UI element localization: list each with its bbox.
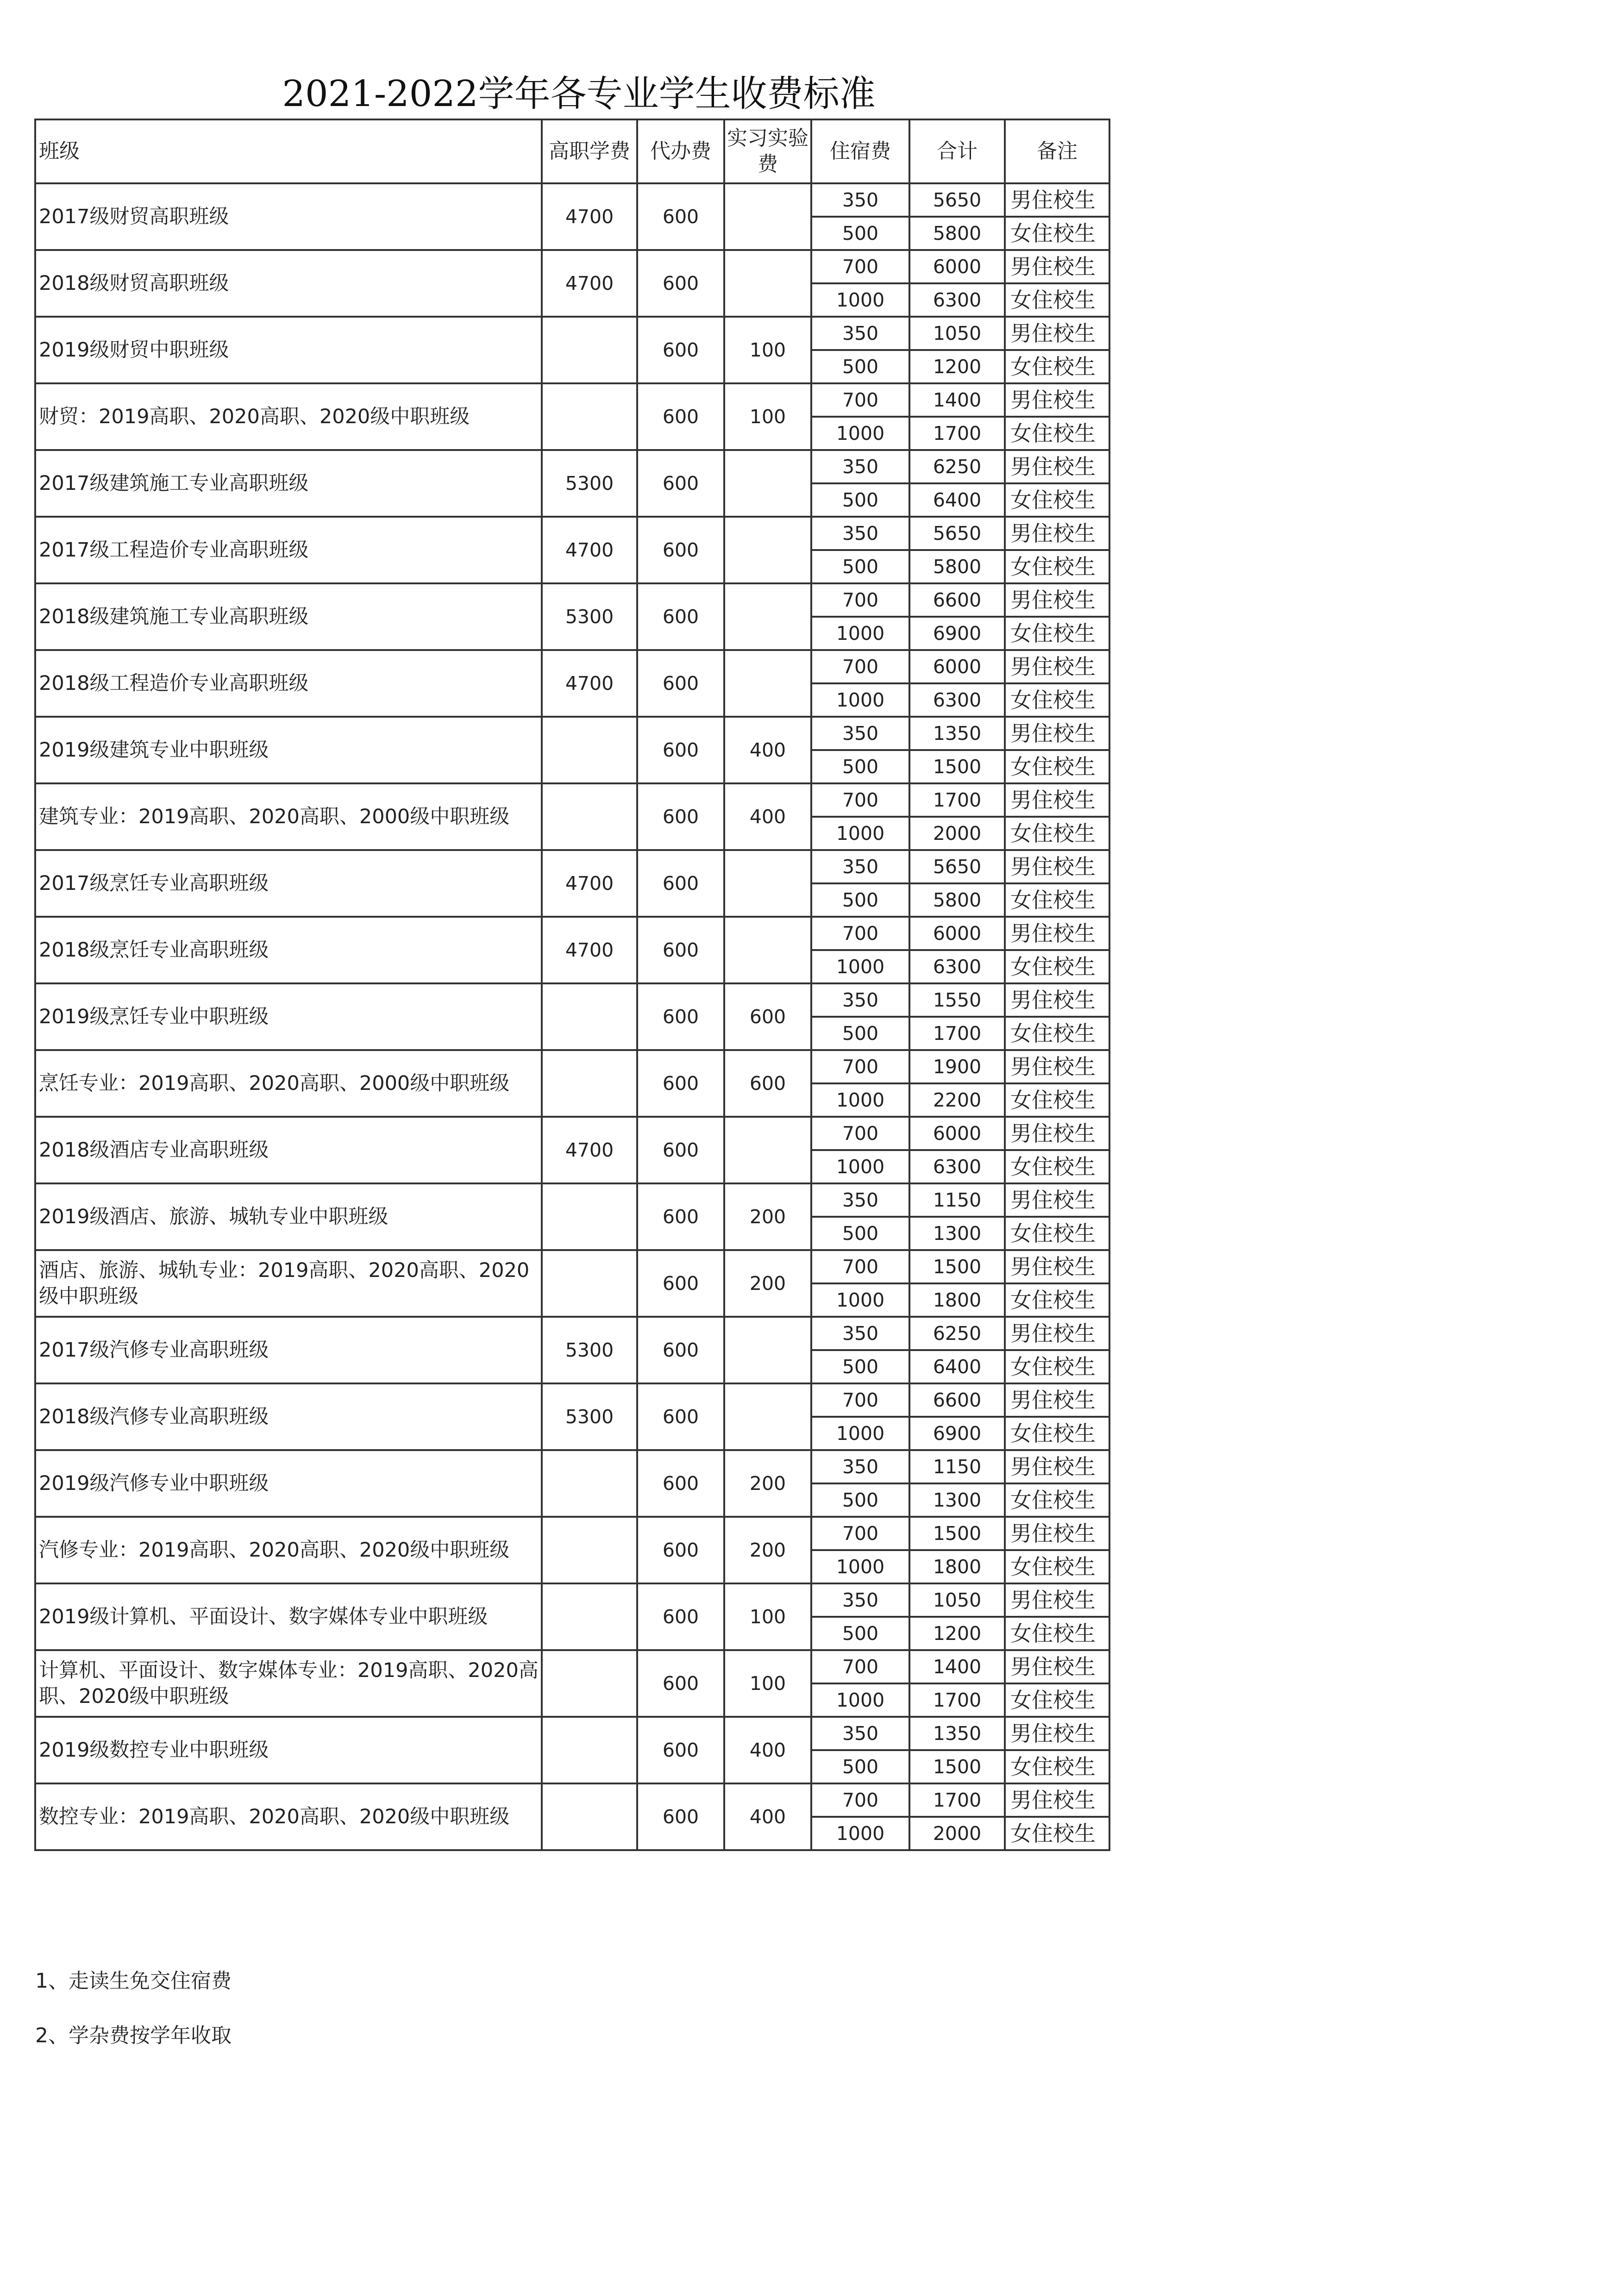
remark-cell: 女住校生: [1005, 883, 1109, 917]
dorm-fee-cell: 1000: [811, 950, 909, 983]
total-cell: 2000: [909, 1817, 1005, 1850]
class-name-cell: 2019级建筑专业中职班级: [35, 717, 542, 783]
remark-cell: 女住校生: [1005, 1017, 1109, 1050]
remark-cell: 男住校生: [1005, 650, 1109, 683]
class-name-cell: 2019级计算机、平面设计、数字媒体专业中职班级: [35, 1583, 542, 1650]
practice-fee-cell: 200: [724, 1250, 811, 1317]
total-cell: 5650: [909, 183, 1005, 217]
header-class: 班级: [35, 119, 542, 183]
tuition-cell: [542, 317, 637, 383]
header-tuition: 高职学费: [542, 119, 637, 183]
remark-cell: 女住校生: [1005, 350, 1109, 383]
remark-cell: 女住校生: [1005, 683, 1109, 717]
fee-table: [34, 119, 1110, 1851]
class-name-cell: 2017级财贸高职班级: [35, 183, 542, 250]
total-cell: 6600: [909, 1383, 1005, 1417]
dorm-fee-cell: 350: [811, 1183, 909, 1217]
remark-cell: 女住校生: [1005, 1550, 1109, 1583]
class-name-cell: 2017级烹饪专业高职班级: [35, 850, 542, 917]
tuition-cell: 4700: [542, 650, 637, 717]
total-cell: 1700: [909, 1683, 1005, 1717]
remark-cell: 女住校生: [1005, 1417, 1109, 1450]
total-cell: 6000: [909, 250, 1005, 283]
agency-fee-cell: 600: [637, 1783, 724, 1850]
table-row: [35, 583, 1109, 617]
remark-cell: 女住校生: [1005, 1750, 1109, 1783]
dorm-fee-cell: 700: [811, 1517, 909, 1550]
tuition-cell: 4700: [542, 1117, 637, 1183]
tuition-cell: [542, 1583, 637, 1650]
remark-cell: 男住校生: [1005, 1517, 1109, 1550]
total-cell: 2000: [909, 817, 1005, 850]
header-dorm-fee: 住宿费: [811, 119, 909, 183]
dorm-fee-cell: 500: [811, 550, 909, 583]
total-cell: 6000: [909, 1117, 1005, 1150]
remark-cell: 男住校生: [1005, 317, 1109, 350]
remark-cell: 女住校生: [1005, 283, 1109, 317]
remark-cell: 男住校生: [1005, 383, 1109, 417]
table-row: [35, 1583, 1109, 1617]
class-name-cell: 2018级工程造价专业高职班级: [35, 650, 542, 717]
tuition-cell: 5300: [542, 1317, 637, 1383]
tuition-cell: 4700: [542, 250, 637, 317]
remark-cell: 男住校生: [1005, 1650, 1109, 1683]
table-row: [35, 1717, 1109, 1750]
agency-fee-cell: 600: [637, 1383, 724, 1450]
remark-cell: 男住校生: [1005, 1450, 1109, 1483]
table-row: [35, 1383, 1109, 1417]
remark-cell: 男住校生: [1005, 850, 1109, 883]
remark-cell: 男住校生: [1005, 1783, 1109, 1817]
agency-fee-cell: 600: [637, 1050, 724, 1117]
dorm-fee-cell: 700: [811, 583, 909, 617]
practice-fee-cell: 400: [724, 1783, 811, 1850]
dorm-fee-cell: 500: [811, 750, 909, 783]
tuition-cell: 5300: [542, 583, 637, 650]
class-name-cell: 2019级酒店、旅游、城轨专业中职班级: [35, 1183, 542, 1250]
dorm-fee-cell: 1000: [811, 683, 909, 717]
total-cell: 1050: [909, 1583, 1005, 1617]
dorm-fee-cell: 1000: [811, 1083, 909, 1117]
table-row: [35, 1650, 1109, 1683]
remark-cell: 男住校生: [1005, 517, 1109, 550]
total-cell: 1800: [909, 1283, 1005, 1317]
tuition-cell: [542, 1717, 637, 1783]
remark-cell: 女住校生: [1005, 817, 1109, 850]
tuition-cell: 4700: [542, 850, 637, 917]
total-cell: 1350: [909, 1717, 1005, 1750]
tuition-cell: [542, 383, 637, 450]
agency-fee-cell: 600: [637, 1517, 724, 1583]
total-cell: 1700: [909, 783, 1005, 817]
dorm-fee-cell: 500: [811, 217, 909, 250]
dorm-fee-cell: 500: [811, 883, 909, 917]
table-row: [35, 850, 1109, 883]
practice-fee-cell: 600: [724, 983, 811, 1050]
dorm-fee-cell: 500: [811, 1017, 909, 1050]
remark-cell: 女住校生: [1005, 550, 1109, 583]
total-cell: 6300: [909, 1150, 1005, 1183]
remark-cell: 男住校生: [1005, 1183, 1109, 1217]
dorm-fee-cell: 1000: [811, 417, 909, 450]
total-cell: 6250: [909, 1317, 1005, 1350]
remark-cell: 男住校生: [1005, 450, 1109, 483]
class-name-cell: 2018级汽修专业高职班级: [35, 1383, 542, 1450]
practice-fee-cell: [724, 917, 811, 983]
total-cell: 1550: [909, 983, 1005, 1017]
remark-cell: 女住校生: [1005, 483, 1109, 517]
tuition-cell: [542, 1050, 637, 1117]
total-cell: 6300: [909, 683, 1005, 717]
class-name-cell: 2019级烹饪专业中职班级: [35, 983, 542, 1050]
total-cell: 6000: [909, 917, 1005, 950]
remark-cell: 女住校生: [1005, 950, 1109, 983]
class-name-cell: 2018级酒店专业高职班级: [35, 1117, 542, 1183]
dorm-fee-cell: 700: [811, 783, 909, 817]
remark-cell: 男住校生: [1005, 1117, 1109, 1150]
table-row: [35, 383, 1109, 417]
total-cell: 6600: [909, 583, 1005, 617]
practice-fee-cell: [724, 517, 811, 583]
tuition-cell: 5300: [542, 450, 637, 517]
total-cell: 1700: [909, 417, 1005, 450]
agency-fee-cell: 600: [637, 317, 724, 383]
agency-fee-cell: 600: [637, 517, 724, 583]
table-row: [35, 1183, 1109, 1217]
total-cell: 1800: [909, 1550, 1005, 1583]
table-row: [35, 1517, 1109, 1550]
total-cell: 6300: [909, 283, 1005, 317]
class-name-cell: 2018级烹饪专业高职班级: [35, 917, 542, 983]
dorm-fee-cell: 1000: [811, 1283, 909, 1317]
dorm-fee-cell: 350: [811, 717, 909, 750]
dorm-fee-cell: 350: [811, 1583, 909, 1617]
tuition-cell: [542, 1183, 637, 1250]
practice-fee-cell: 100: [724, 1583, 811, 1650]
remark-cell: 女住校生: [1005, 617, 1109, 650]
tuition-cell: 4700: [542, 917, 637, 983]
total-cell: 1350: [909, 717, 1005, 750]
dorm-fee-cell: 700: [811, 1383, 909, 1417]
class-name-cell: 烹饪专业：2019高职、2020高职、2000级中职班级: [35, 1050, 542, 1117]
table-row: [35, 783, 1109, 817]
agency-fee-cell: 600: [637, 1317, 724, 1383]
remark-cell: 男住校生: [1005, 583, 1109, 617]
table-row: [35, 1050, 1109, 1083]
practice-fee-cell: 600: [724, 1050, 811, 1117]
total-cell: 5650: [909, 517, 1005, 550]
practice-fee-cell: [724, 1117, 811, 1183]
dorm-fee-cell: 700: [811, 1250, 909, 1283]
dorm-fee-cell: 700: [811, 1650, 909, 1683]
agency-fee-cell: 600: [637, 183, 724, 250]
note-1: 1、走读生免交住宿费: [35, 1969, 232, 1993]
total-cell: 1150: [909, 1450, 1005, 1483]
total-cell: 1400: [909, 383, 1005, 417]
dorm-fee-cell: 700: [811, 250, 909, 283]
table-body: [35, 183, 1109, 1850]
practice-fee-cell: [724, 583, 811, 650]
dorm-fee-cell: 700: [811, 1783, 909, 1817]
tuition-cell: [542, 983, 637, 1050]
class-name-cell: 财贸：2019高职、2020高职、2020级中职班级: [35, 383, 542, 450]
class-name-cell: 2019级财贸中职班级: [35, 317, 542, 383]
note-2: 2、学杂费按学年收取: [35, 2024, 232, 2047]
total-cell: 1200: [909, 350, 1005, 383]
dorm-fee-cell: 500: [811, 1350, 909, 1383]
tuition-cell: 4700: [542, 183, 637, 250]
practice-fee-cell: [724, 183, 811, 250]
tuition-cell: [542, 1783, 637, 1850]
tuition-cell: [542, 1517, 637, 1583]
remark-cell: 男住校生: [1005, 1250, 1109, 1283]
total-cell: 1400: [909, 1650, 1005, 1683]
dorm-fee-cell: 500: [811, 350, 909, 383]
table-row: [35, 1450, 1109, 1483]
practice-fee-cell: [724, 650, 811, 717]
dorm-fee-cell: 350: [811, 450, 909, 483]
practice-fee-cell: 200: [724, 1450, 811, 1517]
dorm-fee-cell: 700: [811, 917, 909, 950]
total-cell: 1500: [909, 1750, 1005, 1783]
total-cell: 1050: [909, 317, 1005, 350]
practice-fee-cell: 200: [724, 1183, 811, 1250]
practice-fee-cell: 400: [724, 783, 811, 850]
dorm-fee-cell: 500: [811, 483, 909, 517]
agency-fee-cell: 600: [637, 983, 724, 1050]
dorm-fee-cell: 350: [811, 517, 909, 550]
dorm-fee-cell: 350: [811, 1717, 909, 1750]
agency-fee-cell: 600: [637, 850, 724, 917]
class-name-cell: 酒店、旅游、城轨专业：2019高职、2020高职、2020级中职班级: [35, 1250, 542, 1317]
total-cell: 1500: [909, 1517, 1005, 1550]
remark-cell: 男住校生: [1005, 1583, 1109, 1617]
practice-fee-cell: [724, 250, 811, 317]
tuition-cell: [542, 783, 637, 850]
practice-fee-cell: 400: [724, 717, 811, 783]
agency-fee-cell: 600: [637, 717, 724, 783]
table-row: [35, 650, 1109, 683]
total-cell: 1500: [909, 1250, 1005, 1283]
practice-fee-cell: 100: [724, 383, 811, 450]
dorm-fee-cell: 500: [811, 1483, 909, 1517]
tuition-cell: [542, 1250, 637, 1317]
table-row: [35, 517, 1109, 550]
dorm-fee-cell: 500: [811, 1217, 909, 1250]
class-name-cell: 2017级工程造价专业高职班级: [35, 517, 542, 583]
total-cell: 1500: [909, 750, 1005, 783]
remark-cell: 女住校生: [1005, 1217, 1109, 1250]
header-practice-fee: 实习实验费: [724, 119, 811, 183]
header-row: [35, 119, 1109, 183]
class-name-cell: 2019级汽修专业中职班级: [35, 1450, 542, 1517]
class-name-cell: 2017级汽修专业高职班级: [35, 1317, 542, 1383]
remark-cell: 女住校生: [1005, 1350, 1109, 1383]
class-name-cell: 2017级建筑施工专业高职班级: [35, 450, 542, 517]
remark-cell: 男住校生: [1005, 250, 1109, 283]
remark-cell: 女住校生: [1005, 1083, 1109, 1117]
practice-fee-cell: 100: [724, 317, 811, 383]
agency-fee-cell: 600: [637, 1117, 724, 1183]
dorm-fee-cell: 350: [811, 1450, 909, 1483]
remark-cell: 女住校生: [1005, 1483, 1109, 1517]
total-cell: 1700: [909, 1017, 1005, 1050]
dorm-fee-cell: 1000: [811, 817, 909, 850]
agency-fee-cell: 600: [637, 1717, 724, 1783]
remark-cell: 男住校生: [1005, 717, 1109, 750]
agency-fee-cell: 600: [637, 583, 724, 650]
agency-fee-cell: 600: [637, 650, 724, 717]
remark-cell: 女住校生: [1005, 217, 1109, 250]
remark-cell: 女住校生: [1005, 1150, 1109, 1183]
table-row: [35, 317, 1109, 350]
remark-cell: 男住校生: [1005, 1050, 1109, 1083]
remark-cell: 男住校生: [1005, 917, 1109, 950]
class-name-cell: 2018级建筑施工专业高职班级: [35, 583, 542, 650]
practice-fee-cell: [724, 1317, 811, 1383]
total-cell: 6900: [909, 1417, 1005, 1450]
practice-fee-cell: 200: [724, 1517, 811, 1583]
dorm-fee-cell: 700: [811, 1050, 909, 1083]
table-row: [35, 983, 1109, 1017]
agency-fee-cell: 600: [637, 1583, 724, 1650]
total-cell: 6400: [909, 483, 1005, 517]
dorm-fee-cell: 500: [811, 1750, 909, 1783]
table-row: [35, 183, 1109, 217]
table-row: [35, 1117, 1109, 1150]
remark-cell: 女住校生: [1005, 417, 1109, 450]
dorm-fee-cell: 1000: [811, 1550, 909, 1583]
total-cell: 6000: [909, 650, 1005, 683]
header-agency-fee: 代办费: [637, 119, 724, 183]
remark-cell: 女住校生: [1005, 1817, 1109, 1850]
total-cell: 5800: [909, 550, 1005, 583]
practice-fee-cell: 100: [724, 1650, 811, 1717]
total-cell: 1300: [909, 1217, 1005, 1250]
total-cell: 6250: [909, 450, 1005, 483]
total-cell: 6400: [909, 1350, 1005, 1383]
table-row: [35, 1250, 1109, 1283]
dorm-fee-cell: 350: [811, 983, 909, 1017]
total-cell: 1150: [909, 1183, 1005, 1217]
class-name-cell: 2019级数控专业中职班级: [35, 1717, 542, 1783]
dorm-fee-cell: 1000: [811, 283, 909, 317]
tuition-cell: [542, 1650, 637, 1717]
practice-fee-cell: [724, 850, 811, 917]
total-cell: 1300: [909, 1483, 1005, 1517]
remark-cell: 男住校生: [1005, 183, 1109, 217]
total-cell: 1200: [909, 1617, 1005, 1650]
total-cell: 5800: [909, 217, 1005, 250]
tuition-cell: 4700: [542, 517, 637, 583]
practice-fee-cell: [724, 450, 811, 517]
agency-fee-cell: 600: [637, 383, 724, 450]
header-remark: 备注: [1005, 119, 1109, 183]
agency-fee-cell: 600: [637, 450, 724, 517]
remark-cell: 女住校生: [1005, 1617, 1109, 1650]
dorm-fee-cell: 700: [811, 650, 909, 683]
total-cell: 5800: [909, 883, 1005, 917]
header-total: 合计: [909, 119, 1005, 183]
agency-fee-cell: 600: [637, 783, 724, 850]
tuition-cell: 5300: [542, 1383, 637, 1450]
total-cell: 1900: [909, 1050, 1005, 1083]
agency-fee-cell: 600: [637, 917, 724, 983]
class-name-cell: 汽修专业：2019高职、2020高职、2020级中职班级: [35, 1517, 542, 1583]
dorm-fee-cell: 500: [811, 1617, 909, 1650]
remark-cell: 女住校生: [1005, 1283, 1109, 1317]
table-row: [35, 250, 1109, 283]
dorm-fee-cell: 1000: [811, 1683, 909, 1717]
remark-cell: 男住校生: [1005, 1317, 1109, 1350]
practice-fee-cell: [724, 1383, 811, 1450]
class-name-cell: 计算机、平面设计、数字媒体专业：2019高职、2020高职、2020级中职班级: [35, 1650, 542, 1717]
total-cell: 5650: [909, 850, 1005, 883]
agency-fee-cell: 600: [637, 1650, 724, 1717]
dorm-fee-cell: 1000: [811, 1417, 909, 1450]
remark-cell: 男住校生: [1005, 1383, 1109, 1417]
remark-cell: 男住校生: [1005, 983, 1109, 1017]
dorm-fee-cell: 1000: [811, 1817, 909, 1850]
tuition-cell: [542, 1450, 637, 1517]
total-cell: 6300: [909, 950, 1005, 983]
total-cell: 6900: [909, 617, 1005, 650]
table-row: [35, 1783, 1109, 1817]
table-row: [35, 1317, 1109, 1350]
dorm-fee-cell: 350: [811, 183, 909, 217]
class-name-cell: 2018级财贸高职班级: [35, 250, 542, 317]
agency-fee-cell: 600: [637, 250, 724, 317]
dorm-fee-cell: 350: [811, 850, 909, 883]
agency-fee-cell: 600: [637, 1183, 724, 1250]
total-cell: 2200: [909, 1083, 1005, 1117]
table-row: [35, 717, 1109, 750]
class-name-cell: 数控专业：2019高职、2020高职、2020级中职班级: [35, 1783, 542, 1850]
table-row: [35, 450, 1109, 483]
agency-fee-cell: 600: [637, 1450, 724, 1517]
dorm-fee-cell: 1000: [811, 1150, 909, 1183]
dorm-fee-cell: 700: [811, 383, 909, 417]
table-row: [35, 917, 1109, 950]
agency-fee-cell: 600: [637, 1250, 724, 1317]
dorm-fee-cell: 350: [811, 1317, 909, 1350]
practice-fee-cell: 400: [724, 1717, 811, 1783]
class-name-cell: 建筑专业：2019高职、2020高职、2000级中职班级: [35, 783, 542, 850]
remark-cell: 女住校生: [1005, 1683, 1109, 1717]
remark-cell: 男住校生: [1005, 1717, 1109, 1750]
dorm-fee-cell: 350: [811, 317, 909, 350]
remark-cell: 男住校生: [1005, 783, 1109, 817]
remark-cell: 女住校生: [1005, 750, 1109, 783]
total-cell: 1700: [909, 1783, 1005, 1817]
page-title: 2021-2022学年各专业学生收费标准: [282, 73, 876, 115]
tuition-cell: [542, 717, 637, 783]
dorm-fee-cell: 1000: [811, 617, 909, 650]
dorm-fee-cell: 700: [811, 1117, 909, 1150]
